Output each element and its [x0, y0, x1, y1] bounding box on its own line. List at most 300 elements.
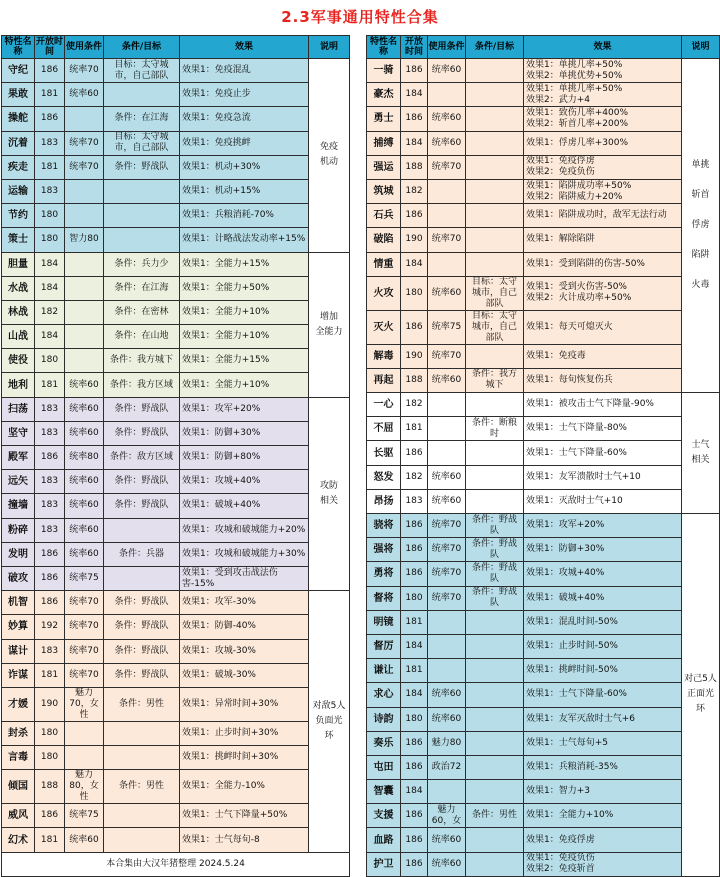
trait-name: 果敢 [2, 83, 35, 107]
use-condition: 统率60 [65, 83, 104, 107]
condition-target: 条件：男性 [104, 687, 180, 721]
use-condition: 统率60 [428, 131, 466, 155]
trait-row [2, 542, 350, 566]
open-time: 188 [35, 770, 65, 804]
open-time: 186 [35, 542, 65, 566]
condition-target: 条件：野战队 [104, 494, 180, 518]
trait-effect: 效果1：止步时间-50% [524, 634, 682, 658]
trait-name: 倾国 [2, 770, 35, 804]
open-time: 182 [401, 179, 428, 203]
condition-target [466, 683, 524, 707]
trait-name: 发明 [2, 542, 35, 566]
use-condition: 统率75 [428, 310, 466, 344]
open-time: 181 [35, 83, 65, 107]
trait-effect: 效果1：友军灭敌时士气+6 [524, 707, 682, 731]
use-condition: 统率70 [65, 639, 104, 663]
use-condition [65, 721, 104, 745]
trait-row [367, 514, 720, 538]
trait-name: 长驱 [367, 441, 401, 465]
trait-effect: 效果1：破城-30% [180, 663, 309, 687]
trait-effect: 效果1：智力+3 [524, 780, 682, 804]
condition-target: 条件：男性 [466, 804, 524, 828]
trait-row [367, 59, 720, 83]
use-condition: 统率60 [65, 397, 104, 421]
trait-row [367, 804, 720, 828]
use-condition: 统率70 [428, 155, 466, 179]
column-header: 特性名称 [2, 36, 35, 59]
trait-row [2, 470, 350, 494]
trait-row [2, 804, 350, 828]
trait-name: 守纪 [2, 59, 35, 83]
trait-effect: 效果1：被攻击士气下降量-90% [524, 393, 682, 417]
trait-name: 妙算 [2, 615, 35, 639]
trait-effect: 效果1：士气下降量-60% [524, 441, 682, 465]
condition-target: 条件：在江海 [104, 276, 180, 300]
trait-row [2, 107, 350, 131]
column-header: 使用条件 [428, 36, 466, 59]
trait-name: 解毒 [367, 344, 401, 368]
condition-target: 条件：男性 [104, 770, 180, 804]
trait-row [2, 59, 350, 83]
trait-row [2, 446, 350, 470]
group-note: 攻防 相关 [309, 397, 350, 591]
open-time: 182 [401, 393, 428, 417]
trait-effect: 效果1：攻城-30% [180, 639, 309, 663]
trait-row [2, 349, 350, 373]
use-condition: 统率60 [428, 828, 466, 852]
open-time: 188 [401, 155, 428, 179]
condition-target [466, 59, 524, 83]
trait-effect: 效果1：士气下降量-60% [524, 683, 682, 707]
column-header: 说明 [682, 36, 720, 59]
open-time: 186 [401, 731, 428, 755]
condition-target: 条件：我方区域 [104, 373, 180, 397]
open-time: 186 [401, 828, 428, 852]
use-condition: 统率60 [65, 542, 104, 566]
use-condition: 统率70 [428, 562, 466, 586]
trait-row [2, 397, 350, 421]
trait-name: 沉着 [2, 131, 35, 155]
trait-row [367, 828, 720, 852]
open-time: 180 [35, 721, 65, 745]
use-condition: 魅力80 [428, 731, 466, 755]
trait-effect: 效果1：灭敌时士气+10 [524, 489, 682, 513]
trait-row [2, 639, 350, 663]
trait-row [367, 659, 720, 683]
condition-target [466, 179, 524, 203]
trait-name: 殿军 [2, 446, 35, 470]
trait-name: 林战 [2, 300, 35, 324]
trait-effect: 效果1：机动+15% [180, 179, 309, 203]
trait-name: 地利 [2, 373, 35, 397]
trait-name: 机智 [2, 591, 35, 615]
trait-name: 勇士 [367, 107, 401, 131]
use-condition: 统率80 [65, 446, 104, 470]
open-time: 181 [35, 828, 65, 852]
open-time: 184 [401, 131, 428, 155]
condition-target [466, 755, 524, 779]
use-condition [428, 780, 466, 804]
trait-name: 督厉 [367, 634, 401, 658]
trait-row [367, 731, 720, 755]
trait-row [2, 663, 350, 687]
condition-target: 条件：野战队 [104, 155, 180, 179]
open-time: 180 [35, 204, 65, 228]
column-header: 特性名称 [367, 36, 401, 59]
trait-name: 不屈 [367, 417, 401, 441]
trait-name: 强运 [367, 155, 401, 179]
trait-row [367, 155, 720, 179]
trait-row [2, 518, 350, 542]
use-condition [65, 179, 104, 203]
trait-row [367, 683, 720, 707]
condition-target: 条件：野战队 [104, 397, 180, 421]
trait-effect: 效果1：攻城和破城能力+30% [180, 542, 309, 566]
open-time: 183 [35, 131, 65, 155]
trait-row [367, 610, 720, 634]
trait-effect: 效果1：士气下降量+50% [180, 804, 309, 828]
use-condition [428, 204, 466, 228]
use-condition: 统率70 [428, 586, 466, 610]
use-condition: 统率75 [65, 804, 104, 828]
open-time: 180 [401, 276, 428, 310]
open-time: 186 [35, 804, 65, 828]
trait-effect: 效果1：全能力-10% [180, 770, 309, 804]
condition-target: 条件：兵力少 [104, 252, 180, 276]
open-time: 192 [35, 615, 65, 639]
trait-effect: 效果1：每旬恢复伤兵 [524, 368, 682, 392]
condition-target: 条件：野战队 [466, 538, 524, 562]
trait-name: 捕缚 [367, 131, 401, 155]
trait-effect: 效果1：兵粮消耗-70% [180, 204, 309, 228]
condition-target [104, 204, 180, 228]
condition-target: 条件：在密林 [104, 300, 180, 324]
open-time: 186 [401, 562, 428, 586]
open-time: 190 [401, 228, 428, 252]
table-header [2, 36, 350, 59]
trait-name: 诈谋 [2, 663, 35, 687]
trait-effect: 效果1：全能力+10% [180, 325, 309, 349]
trait-effect: 效果1：防御+30% [524, 538, 682, 562]
condition-target: 条件：断粮时 [466, 417, 524, 441]
trait-effect: 效果1：止步时间+30% [180, 721, 309, 745]
trait-name: 谦让 [367, 659, 401, 683]
trait-effect: 效果1：士气每旬+5 [524, 731, 682, 755]
use-condition [428, 83, 466, 107]
condition-target: 条件：兵器 [104, 542, 180, 566]
open-time: 188 [401, 368, 428, 392]
condition-target [104, 518, 180, 542]
use-condition: 统率60 [65, 828, 104, 852]
condition-target [466, 659, 524, 683]
condition-target: 条件：野战队 [466, 586, 524, 610]
trait-effect: 效果1：解除陷阱 [524, 228, 682, 252]
trait-effect: 效果1：混乱时间-50% [524, 610, 682, 634]
trait-name: 明镜 [367, 610, 401, 634]
trait-name: 使役 [2, 349, 35, 373]
trait-row [2, 373, 350, 397]
trait-row [367, 393, 720, 417]
trait-row [2, 179, 350, 203]
use-condition [65, 325, 104, 349]
condition-target: 目标：太守城市，自己部队 [104, 131, 180, 155]
trait-row [367, 252, 720, 276]
use-condition: 统率70 [428, 538, 466, 562]
use-condition: 统率60 [428, 59, 466, 83]
trait-effect: 效果1：攻城+40% [524, 562, 682, 586]
column-header: 开放时间 [401, 36, 428, 59]
trait-row [367, 852, 720, 876]
trait-name: 求心 [367, 683, 401, 707]
open-time: 183 [35, 494, 65, 518]
condition-target: 条件：野战队 [104, 421, 180, 445]
column-header: 说明 [309, 36, 350, 59]
open-time: 183 [35, 397, 65, 421]
trait-effect: 效果1：陷阱成功率+50% 效果2：陷阱威力+20% [524, 179, 682, 203]
open-time: 181 [35, 155, 65, 179]
footer-row [2, 852, 350, 876]
trait-row [2, 300, 350, 324]
trait-effect: 效果1：全能力+10% [180, 373, 309, 397]
trait-row [2, 204, 350, 228]
use-condition: 统率60 [65, 494, 104, 518]
condition-target [466, 228, 524, 252]
trait-row [367, 780, 720, 804]
group-note: 对己5人 正面光 环 [682, 514, 720, 877]
trait-effect: 效果1：破城+40% [524, 586, 682, 610]
trait-effect: 效果1：士气下降量-80% [524, 417, 682, 441]
trait-name: 水战 [2, 276, 35, 300]
trait-name: 再起 [367, 368, 401, 392]
condition-target [104, 746, 180, 770]
trait-effect: 效果1：兵粮消耗-35% [524, 755, 682, 779]
trait-name: 运输 [2, 179, 35, 203]
trait-name: 石兵 [367, 204, 401, 228]
open-time: 183 [35, 639, 65, 663]
trait-effect: 效果1：异常时间+30% [180, 687, 309, 721]
trait-row [2, 83, 350, 107]
trait-effect: 效果1：防御+80% [180, 446, 309, 470]
condition-target [466, 731, 524, 755]
trait-effect: 效果1：致伤几率+400% 效果2：斩首几率+200% [524, 107, 682, 131]
trait-effect: 效果1：挑衅时间+30% [180, 746, 309, 770]
trait-effect: 效果1：士气每旬-8 [180, 828, 309, 852]
use-condition: 统率60 [428, 368, 466, 392]
trait-effect: 效果1：单挑几率+50% 效果2：单挑优势+50% [524, 59, 682, 83]
condition-target: 条件：敌方区域 [104, 446, 180, 470]
open-time: 184 [401, 252, 428, 276]
group-note: 免疫 机动 [309, 59, 350, 253]
use-condition [65, 300, 104, 324]
trait-effect: 效果1：俘虏几率+300% [524, 131, 682, 155]
trait-name: 筑城 [367, 179, 401, 203]
trait-row [2, 566, 350, 590]
condition-target [466, 83, 524, 107]
trait-row [367, 276, 720, 310]
use-condition: 统率60 [428, 107, 466, 131]
condition-target [104, 828, 180, 852]
trait-name: 勇将 [367, 562, 401, 586]
use-condition [428, 179, 466, 203]
condition-target [466, 610, 524, 634]
group-note: 对敌5人 负面光 环 [309, 591, 350, 853]
trait-effect: 效果1：全能力+10% [524, 804, 682, 828]
trait-effect: 效果1：受到火伤害-50% 效果2：火计成功率+50% [524, 276, 682, 310]
use-condition: 统率70 [65, 59, 104, 83]
use-condition: 政治72 [428, 755, 466, 779]
condition-target [466, 393, 524, 417]
use-condition: 统率60 [428, 276, 466, 310]
trait-effect: 效果1：全能力+10% [180, 300, 309, 324]
trait-effect: 效果1：受到攻击战法伤害-15% [180, 566, 309, 590]
open-time: 181 [401, 417, 428, 441]
trait-name: 奏乐 [367, 731, 401, 755]
open-time: 186 [401, 59, 428, 83]
condition-target [466, 707, 524, 731]
use-condition [65, 276, 104, 300]
trait-effect: 效果1：免疫混乱 [180, 59, 309, 83]
trait-name: 粉碎 [2, 518, 35, 542]
trait-effect: 效果1：攻军+20% [180, 397, 309, 421]
condition-target [104, 228, 180, 252]
trait-name: 破攻 [2, 566, 35, 590]
open-time: 186 [401, 852, 428, 876]
open-time: 181 [401, 610, 428, 634]
use-condition: 统率70 [65, 155, 104, 179]
use-condition [428, 659, 466, 683]
open-time: 186 [401, 755, 428, 779]
open-time: 190 [401, 344, 428, 368]
group-note: 士气 相关 [682, 393, 720, 514]
trait-name: 火攻 [367, 276, 401, 310]
trait-effect: 效果1：单挑几率+50% 效果2：武力+4 [524, 83, 682, 107]
trait-row [2, 746, 350, 770]
trait-effect: 效果1：攻军-30% [180, 591, 309, 615]
use-condition [428, 441, 466, 465]
use-condition: 智力80 [65, 228, 104, 252]
trait-name: 支援 [367, 804, 401, 828]
trait-name: 才媛 [2, 687, 35, 721]
condition-target: 条件：野战队 [466, 562, 524, 586]
open-time: 190 [35, 687, 65, 721]
trait-row [367, 131, 720, 155]
open-time: 181 [401, 659, 428, 683]
use-condition: 统率60 [428, 489, 466, 513]
open-time: 184 [35, 276, 65, 300]
open-time: 183 [35, 518, 65, 542]
condition-target [466, 204, 524, 228]
open-time: 180 [35, 349, 65, 373]
open-time: 186 [35, 59, 65, 83]
column-header: 条件/目标 [104, 36, 180, 59]
open-time: 186 [401, 441, 428, 465]
trait-name: 胆量 [2, 252, 35, 276]
trait-row [367, 489, 720, 513]
open-time: 186 [401, 107, 428, 131]
use-condition: 统率60 [428, 683, 466, 707]
condition-target: 条件：野战队 [104, 615, 180, 639]
trait-effect: 效果1：防御-40% [180, 615, 309, 639]
use-condition: 统率60 [65, 470, 104, 494]
trait-effect: 效果1：受到陷阱的伤害-50% [524, 252, 682, 276]
condition-target: 条件：野战队 [104, 591, 180, 615]
trait-row [2, 828, 350, 852]
trait-row [2, 615, 350, 639]
condition-target: 条件：我方城下 [466, 368, 524, 392]
use-condition: 统率60 [428, 465, 466, 489]
trait-name: 督将 [367, 586, 401, 610]
trait-effect: 效果1：攻城和破城能力+20% [180, 518, 309, 542]
trait-name: 血路 [367, 828, 401, 852]
trait-name: 谋计 [2, 639, 35, 663]
use-condition: 统率70 [428, 344, 466, 368]
condition-target: 条件：野战队 [104, 639, 180, 663]
condition-target [466, 828, 524, 852]
table-header [367, 36, 720, 59]
use-condition: 魅力60，女 [428, 804, 466, 828]
trait-name: 坚守 [2, 421, 35, 445]
column-header: 使用条件 [65, 36, 104, 59]
trait-row [2, 228, 350, 252]
trait-row [2, 252, 350, 276]
trait-effect: 效果1：全能力+15% [180, 252, 309, 276]
trait-effect: 效果1：陷阱成功时，敌军无法行动 [524, 204, 682, 228]
use-condition [428, 610, 466, 634]
trait-effect: 效果1：攻军+20% [524, 514, 682, 538]
trait-row [367, 538, 720, 562]
column-header: 效果 [524, 36, 682, 59]
trait-row [2, 276, 350, 300]
trait-row [2, 770, 350, 804]
use-condition [428, 393, 466, 417]
condition-target [466, 252, 524, 276]
trait-name: 扫荡 [2, 397, 35, 421]
open-time: 186 [35, 446, 65, 470]
trait-name: 幻术 [2, 828, 35, 852]
trait-row [367, 107, 720, 131]
use-condition [428, 252, 466, 276]
condition-target [104, 83, 180, 107]
condition-target [466, 852, 524, 876]
condition-target [466, 780, 524, 804]
use-condition [65, 107, 104, 131]
trait-row [2, 721, 350, 745]
open-time: 180 [401, 586, 428, 610]
use-condition: 统率60 [428, 852, 466, 876]
condition-target: 条件：我方城下 [104, 349, 180, 373]
trait-row [367, 368, 720, 392]
trait-name: 强将 [367, 538, 401, 562]
trait-row [2, 421, 350, 445]
condition-target [466, 344, 524, 368]
condition-target: 目标：太守城市，自己部队 [104, 59, 180, 83]
open-time: 186 [35, 107, 65, 131]
open-time: 186 [401, 310, 428, 344]
condition-target: 条件：野战队 [104, 663, 180, 687]
trait-row [2, 325, 350, 349]
trait-effect: 效果1：免疫止步 [180, 83, 309, 107]
condition-target: 条件：在江海 [104, 107, 180, 131]
trait-effect: 效果1：计略战法发动率+15% [180, 228, 309, 252]
open-time: 183 [35, 179, 65, 203]
condition-target: 条件：野战队 [104, 470, 180, 494]
condition-target [466, 465, 524, 489]
use-condition [65, 204, 104, 228]
trait-name: 诗韵 [367, 707, 401, 731]
trait-row [367, 179, 720, 203]
trait-row [367, 344, 720, 368]
trait-effect: 效果1：免疫挑衅 [180, 131, 309, 155]
